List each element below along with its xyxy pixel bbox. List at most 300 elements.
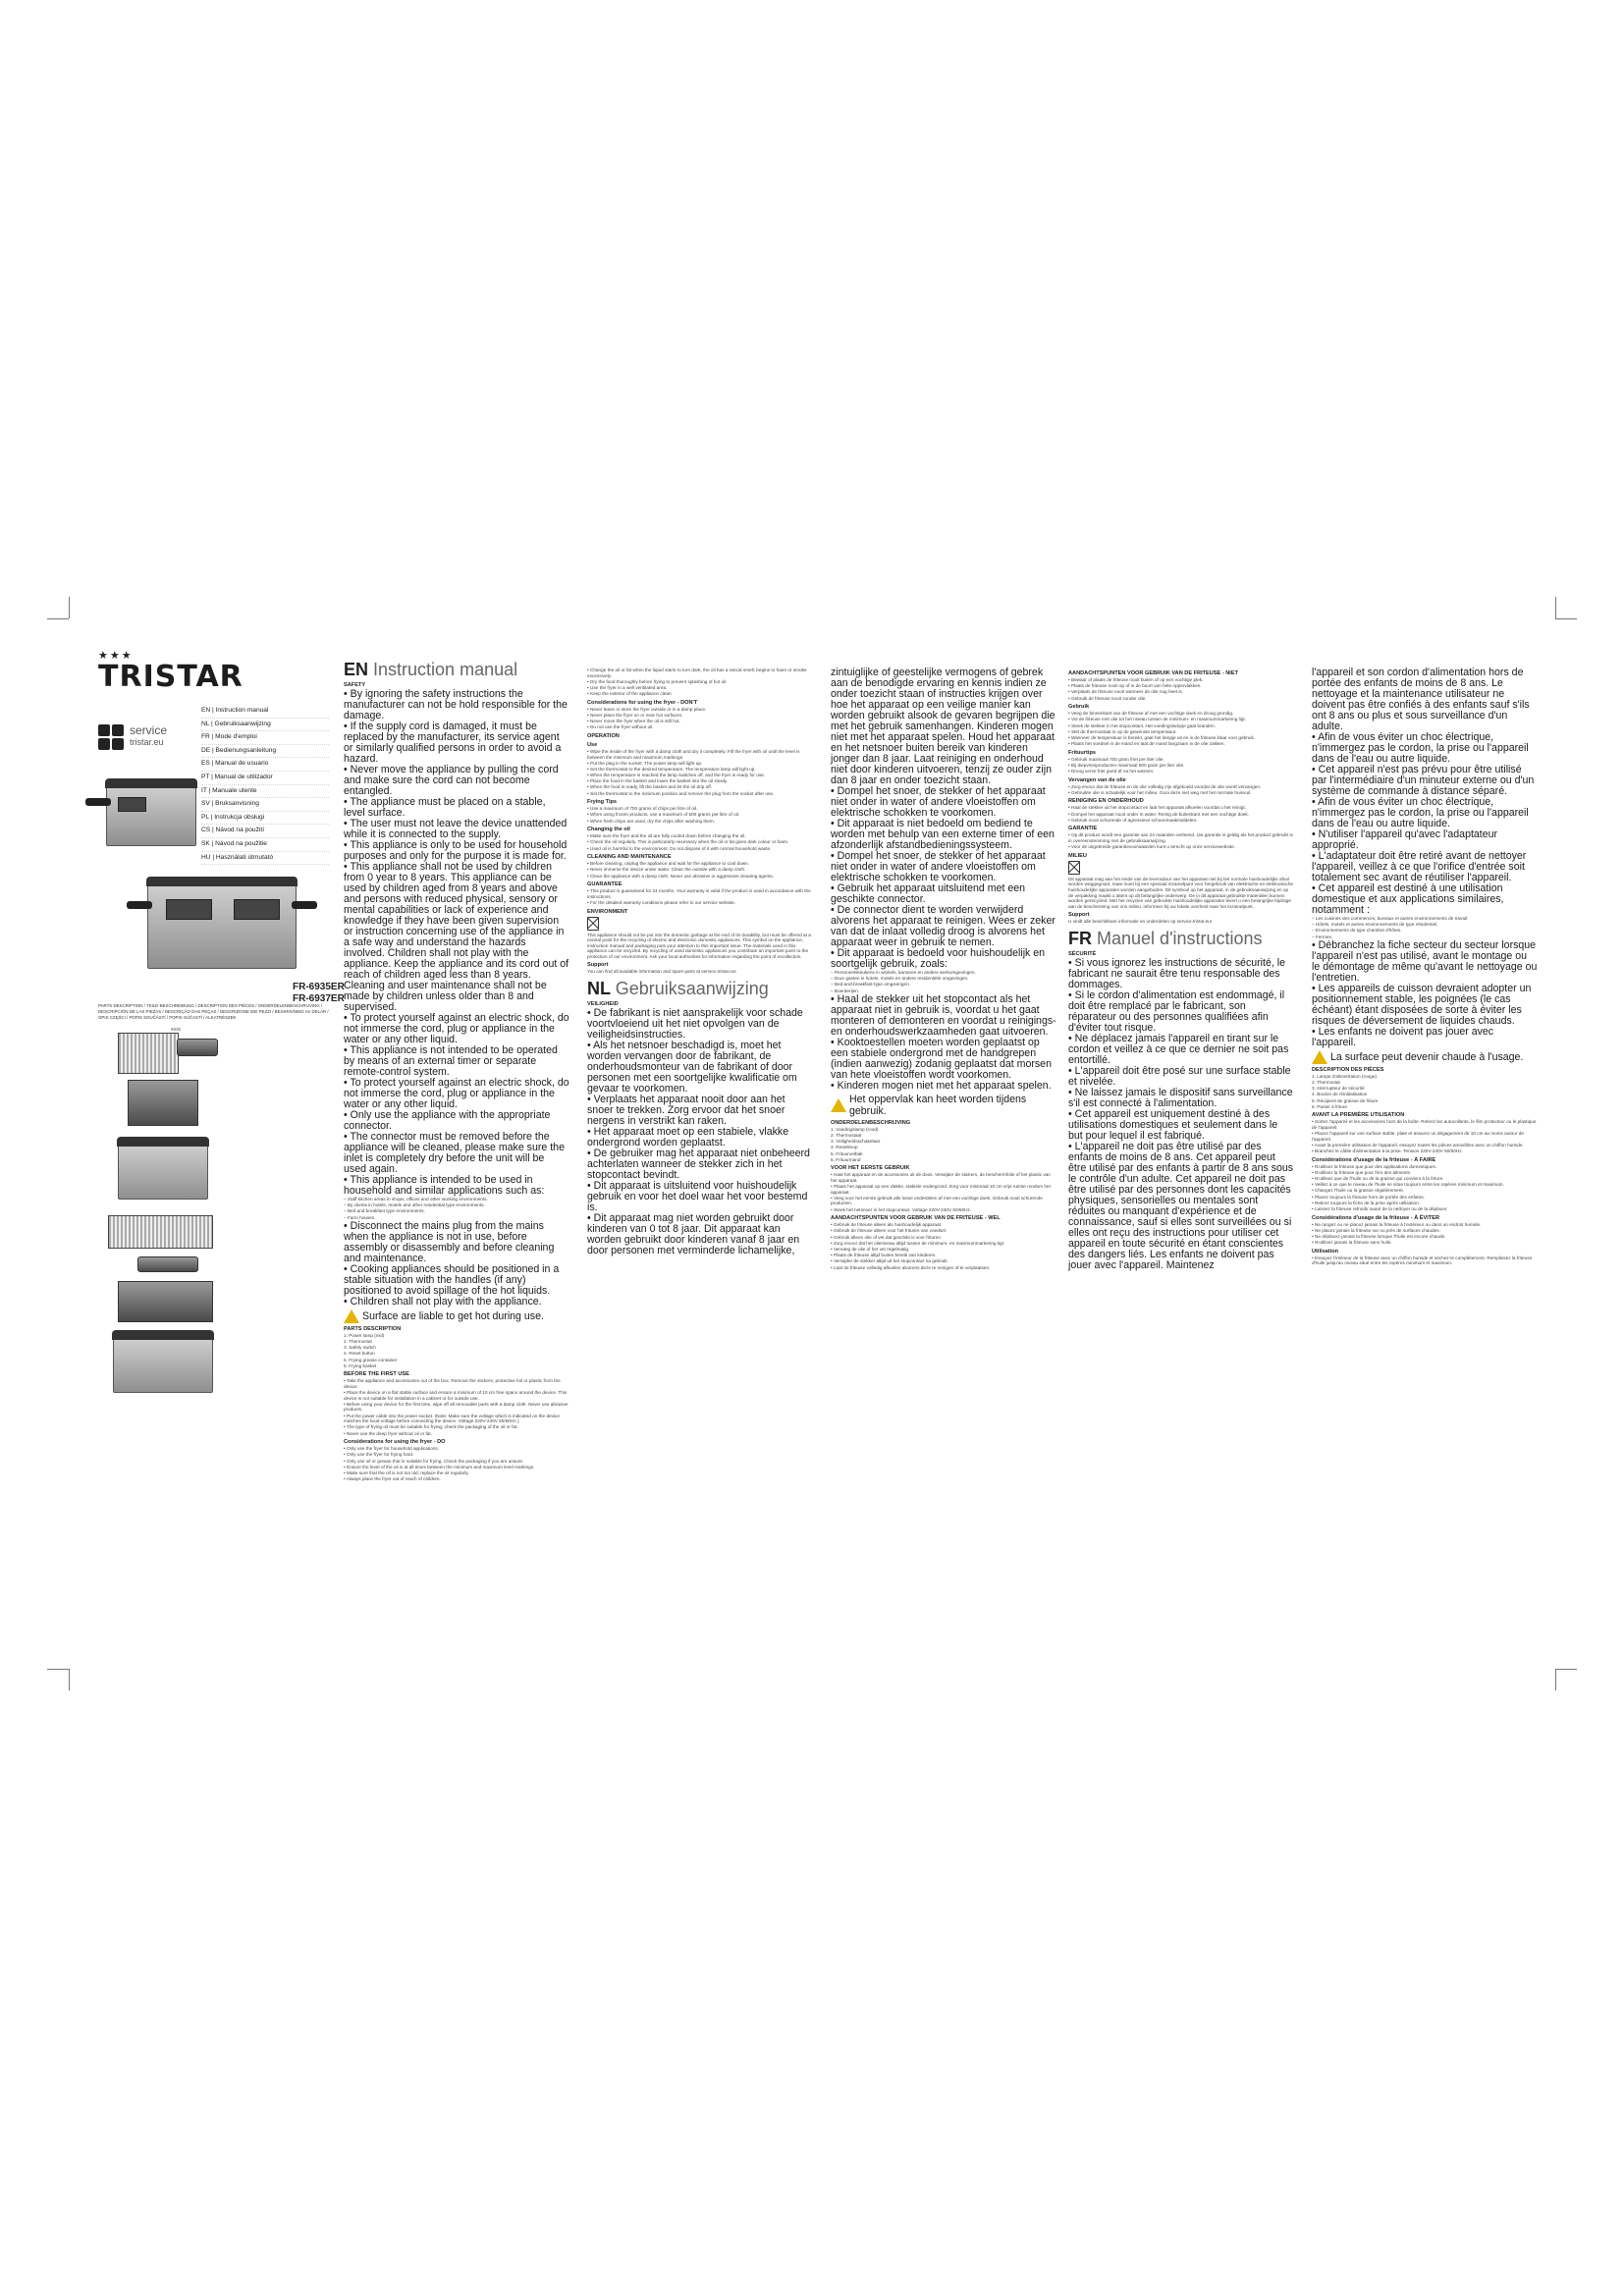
crop-mark [69,1669,70,1690]
similar-uses-list-fr [1312,916,1538,939]
control-unit-image [177,1039,218,1056]
list-item: • Make sure that the oil is not too old; replace the oil regularly. [344,1469,469,1475]
heading-dont: Considerations for using the fryer - DON'T [587,699,698,706]
list-item: • De gebruiker mag het apparaat niet onbeheerd achterlaten wanneer de stekker zich in het stopcontact bevindt. [587,1148,810,1182]
list-item: • This appliance shall not be used by children from 0 year to 8 years. This appliance can be used by children aged from 8 years and above and persons with reduced physical, sensory or mental capabilities or lack of experience and knowledge if they have been given supervision or instruction concerning use of the appliance in a safe way and understand the hazards involved. Children shall not play with the appliance. Keep the appliance and its cord out of reach of children aged less than 8 years. Cleaning and user maintenance shall not be made by children unless older than 8 and supervised. [344,861,569,1013]
heading-first-use-nl: VOOR HET EERSTE GEBRUIK [831,1165,910,1172]
list-item: • De connector dient te worden verwijderd alvorens het apparaat te reinigen. Wees er zeker van dat de inlaat volledig droog is alvorens het apparaat weer in gebruik te nemen. [831,904,1056,948]
column-en-2 [587,667,813,1256]
list-item: • Placez toujours la friteuse hors de portée des enfants. [1312,1194,1425,1200]
list-item: – Staff kitchen areas in shops, offices and other working environments. [344,1197,488,1201]
warning-triangle-icon [831,1098,846,1112]
list-item: • Haal de stekker uit het stopcontact en laat het apparaat afkoelen voordat u het reinigt. [1068,805,1246,811]
list-item: • Veeg voor het eerste gebruik alle losse onderdelen af met een vochtige doek. Gebruik nooit schurende producten. [831,1195,1043,1206]
section-title: Instruction manual [373,660,518,679]
list-item: • Changez l'huile ou la graisse régulièrement. [1312,1188,1404,1194]
use-list-nl [1068,711,1294,747]
heading-use-nl: Gebruik [1068,704,1090,711]
list-item: • Only use oil or grease that is suitable for frying. Check the packaging if you are unsure. [344,1458,524,1464]
model-number: FR-6937ER [293,993,345,1004]
list-item: l'appareil et son cordon d'alimentation hors de portée des enfants de moins de 8 ans. Le nettoyage et la maintenance utilisateur ne doivent pas être confiés à des enfants sauf s'ils ont 8 ans ou plus et sous surveillance d'un adulte. [1312,667,1530,732]
similar-uses-list [344,1197,569,1220]
heading-tips-nl: Frituurtips [1068,749,1096,756]
list-item: • For the detailed warranty conditions please refer to our service website. [587,899,736,905]
list-item: • Plaats het voedsel in de mand en laat de mand langzaam in de olie zakken. [1068,741,1225,747]
list-item: 4. Reset button [344,1351,375,1357]
list-item: – Fermes. [1312,934,1333,939]
list-item: • Stel de thermostaat in op de gewenste temperatuur. [1068,728,1177,734]
heading-environment: ENVIRONMENT [587,908,628,915]
list-item: • Dompel het snoer, de stekker of het apparaat niet onder in water of andere vloeistoffen om elektrische schokken te voorkomen. [831,785,1046,819]
list-item: • This appliance is only to be used for household purposes and only for the purpose it is made for. [344,839,568,862]
language-list [201,705,329,865]
list-item: 6. Frying basket [344,1362,377,1368]
list-item: • Branchez le câble d'alimentation à la prise. Tension 220V-240V 50/60Hz. [1312,1148,1463,1154]
list-item: • When fresh chips are used, dry the chips after washing them. [587,818,716,824]
list-item: • Ensure the level of the oil is at all times between the minimum and maximum level markings. [344,1464,535,1469]
list-item: • Change the oil or fat when the liquid starts to turn dark, the oil has a rancid smell, begins to foam or smoke excessively. [587,667,807,678]
list-item: • Place the food in the basket and lower the basket into the oil slowly. [587,778,729,784]
list-item: • Check the oil regularly. This is particularly necessary when the oil or fat gives dark colour or foam. [587,839,789,845]
hot-surface-warning-fr [1312,1050,1538,1064]
list-item: • The appliance must be placed on a stable, level surface. [344,796,546,819]
list-item: • Always place the fryer out of reach of children. [344,1476,441,1482]
list-item: – Environnements de type chambre d'hôtes. [1312,928,1402,934]
column-nl-3 [1068,667,1294,1271]
oil-list-nl [1068,784,1294,796]
heading-tips: Frying Tips [587,799,618,806]
list-item: • Disconnect the mains plug from the mains when the appliance is not in use, before assembly or disassembly and before cleaning and maintenance. [344,1219,555,1264]
list-item: • Wanneer de temperatuur is bereikt, gaat het lampje uit en is de friteuse klaar voor gebruik. [1068,734,1256,740]
column-en-1 [344,660,569,1482]
tips-list-nl [1068,757,1294,774]
support-text: You can find all available information and spare parts at service.tristar.eu! [587,969,736,975]
list-item: • Veillez à ce que le niveau de l'huile se situe toujours entre les repères minimum et maximum. [1312,1182,1504,1188]
list-item: • The connector must be removed before the appliance will be cleaned, please make sure the inlet is completely dry before the unit will be used again. [344,1131,565,1175]
warning-text: Surface are liable to get hot during use. [362,1309,544,1322]
list-item: • Zorg ervoor dat de friteuse en de olie volledig zijn afgekoeld voordat de olie wordt vervangen. [1068,783,1262,789]
language-item: DE | Bedienungsanleitung [201,745,329,759]
heading-environment-nl: MILIEU [1068,852,1087,859]
do-list-nl [831,1222,1056,1270]
list-item: • Use the fryer in a well ventilated area. [587,684,668,690]
language-item: IT | Manuale utente [201,785,329,799]
use-list [587,749,813,796]
environment-text: This appliance should not be put into the domestic garbage at the end of its durability, but must be offered at a central point for the recycling of electric and electronic domestic appliances. This symbol on the appliance, instruction manual and packaging puts your attention to this important issue. The materials used in this appliance can be recycled. By recycling of used domestic appliances you contribute an important push to the protection of our environment. Ask your local authorities for information regarding the point of recollection. [587,932,811,959]
list-item: • Gebruik de friteuse nooit zonder olie. [1068,695,1147,701]
crop-mark [47,1669,69,1670]
list-item: • De fabrikant is niet aansprakelijk voor schade voortvloeiend uit het niet opvolgen van de veiligheidsinstructies. [587,1007,803,1041]
list-item: • Take the appliance and accessories out of the box. Remove the stickers, protective foil or plastic from the device. [344,1378,561,1389]
list-item: • Dit apparaat is bedoeld voor huishoudelijk en soortgelijk gebruik, zoals: [831,947,1046,970]
language-item: SK | Návod na použitie [201,838,329,852]
list-item: • Gebruik de friteuse alleen voor het frituren van voedsel. [831,1228,947,1234]
list-item: • Before cleaning, unplug the appliance and wait for the appliance to cool down. [587,861,750,867]
heading-cleaning-nl: REINIGING EN ONDERHOUD [1068,798,1144,805]
crop-mark [1555,597,1556,618]
language-item: PT | Manual de utilizador [201,772,329,785]
list-item: • Voor de uitgebreide garantievoorwaarden kunt u terecht op onze servicewebsite. [1068,844,1235,850]
list-item: • Put the power cable into the power socket. (Note: Make sure the voltage which is indicated on the device matches the local voltage before connecting the device. Voltage 220V-240V 50/60Hz.) [344,1413,560,1424]
list-item: • Dit apparaat is uitsluitend voor huishoudelijk gebruik en voor het doel waar het voor bestemd is. [587,1180,808,1214]
model-number: FR-6935ER [293,982,345,992]
list-item: • N'utilisez la friteuse que pour frire des aliments. [1312,1169,1412,1175]
list-item: • To protect yourself against an electric shock, do not immerse the cord, plug or appliance in the water or any other liquid. [344,1012,569,1045]
guarantee-list-nl [1068,832,1294,849]
hot-surface-warning-nl [831,1094,1056,1117]
list-item: • Verwijder de stekker altijd uit het stopcontact na gebruik. [831,1258,948,1264]
list-item: 2. Thermostat [344,1338,372,1344]
list-item: • The user must not leave the device unattended while it is connected to the supply. [344,818,568,840]
heading-oil: Changing the oil [587,827,630,833]
list-item: • Make sure the fryer and the oil are fully cooled down before changing the oil. [587,833,746,839]
list-item: • Ne rangez ou ne placez jamais la friteuse à l'extérieur ou dans un endroit humide. [1312,1221,1482,1227]
first-use-list-fr [1312,1119,1538,1153]
parts-label: 6935 [171,1027,182,1032]
language-item: SV | Bruksanvisning [201,798,329,812]
list-item: • Débranchez la fiche secteur du secteur lorsque l'appareil n'est pas utilisé, avant le montage ou le démontage de même qu'avant le nettoyage ou l'entretien. [1312,938,1538,984]
heading-do: Considerations for using the fryer - DO [344,1439,446,1446]
heading-support-nl: Support [1068,912,1090,919]
lang-code: NL [587,979,611,999]
list-item: • Dompel het snoer, de stekker of het apparaat niet onder in water of andere vloeistoffen om elektrische schokken te voorkomen. [831,850,1046,883]
heading-use: Use [587,741,598,748]
parts-list-fr [1312,1074,1538,1110]
crop-mark [47,618,69,619]
list-item: • Never leave or store the fryer outside or in a damp place. [587,706,707,712]
list-item: • Vul de friteuse met olie tot het niveau tussen de minimum- en maximummarkering ligt. [1068,717,1246,722]
list-item: • Gebruik de friteuse alleen als huishoudelijk apparaat. [831,1222,943,1228]
list-item: • Gebruik nooit schurende of agressieve schoonmaakmiddelen. [1068,817,1198,823]
language-item: CS | Návod na použití [201,825,329,838]
crop-mark [69,597,70,618]
list-item: • Dry the food thoroughly before frying to prevent splashing of hot oil. [587,678,728,684]
lang-code: EN [344,660,369,679]
basket-pair-image [108,1215,213,1249]
language-item: HU | Használati útmutató [201,852,329,866]
dont-list [587,707,813,730]
list-item: • Never move the appliance by pulling the cord and make sure the cord can not become entangled. [344,764,559,797]
fryer-single-image [106,785,196,846]
list-item: 5. Récipient de graisse de friture [1312,1097,1379,1103]
parts-list [344,1333,569,1369]
parts-caption: PARTS DESCRIPTION / TEILE-BESCHREIBUNG / DESCRIPTION DES PIÈCES / ONDERDELENBESCHRIJVING / DESCRIPCIÓN DE LAS PIEZAS / DESCRIÇÃO DAS PEÇAS / DESCRIZIONE DEI PEZZI / BESKRIVNING AV DELAR / OPIS CZĘŚCI / POPIS SOUČÁSTÍ / POPIS SÚČASTÍ / ALKATRÉSZEK [98,1003,329,1020]
heading-before-first-use: BEFORE THE FIRST USE [344,1371,409,1378]
list-item: • N'utiliser l'appareil qu'avec l'adaptateur approprié. [1312,828,1498,851]
tips-list [587,806,813,824]
heading-operation: OPERATION [587,732,620,739]
list-item: • Afin de vous éviter un choc électrique, n'immergez pas le cordon, la prise ou l'appareil dans de l'eau ou autre liquide. [1312,731,1529,765]
list-item: 5. Frituurvetbak [831,1150,863,1156]
list-item: • Ne déplacez jamais la friteuse lorsque l'huile est encore chaude. [1312,1233,1446,1239]
hot-surface-warning [344,1309,569,1323]
heading-guarantee-nl: GARANTIE [1068,826,1098,832]
first-use-list-nl [831,1172,1056,1212]
list-item: • Op dit product wordt een garantie van 24 maanden verleend. Uw garantie is geldig als het product gebruikt is in overeenstemming met de gebruiksaanwijzing. [1068,832,1293,843]
safety-list-fr-cont [1312,667,1538,916]
heading-guarantee: GUARANTEE [587,881,623,888]
list-item: • Veeg de binnenkant van de friteuse af met een vochtige doek en droog grondig. [1068,711,1234,717]
list-item: 1. Power lamp (red) [344,1332,385,1338]
list-item: • Clean the appliance with a damp cloth. Never use abrasive or aggressive cleaning agents. [587,873,775,879]
list-item: • Plaats de friteuse nooit op of in de buurt van hete oppervlakken. [1068,683,1202,689]
heading-parts-nl: ONDERDELENBESCHRIJVING [831,1119,911,1126]
list-item: • Ne laissez jamais le dispositif sans surveillance s'il est connecté à l'alimentation. [1068,1086,1293,1109]
list-item: • Afin de vous éviter un choc électrique, n'immergez pas le cordon, la prise ou l'appareil dans de l'eau ou autre liquide. [1312,796,1529,829]
environment-text-nl: Dit apparaat mag aan het einde van de levensduur van het apparaat niet bij het normale huishoudelijke afval worden weggegooid, maar moet bij een speciaal inzamelpunt voor hergebruik van elektrische en elektronische huishoudelijke apparaten worden aangeboden. Dit symbool op het apparaat, in de gebruiksaanwijzing en op de verpakking maakt u attent op dit belangrijke onderwerp. De in dit apparaat gebruikte materialen kunnen worden gerecycled. Met het recyclen van gebruikte huishoudelijke apparaten levert u een belangrijke bijdrage aan de bescherming van ons milieu. Informeer bij uw lokale overheid naar het inzamelpunt. [1068,876,1294,909]
list-item: • Essuyez l'intérieur de la friteuse avec un chiffon humide et séchez-le complètement. Remplissez la friteuse d'huile jusqu'au niveau situé entre les repères minimum et maximum. [1312,1255,1533,1266]
column-nl-2 [831,667,1056,1271]
list-item: • Steek het netsnoer in het stopcontact. Voltage 220V-240V 50/60Hz. [831,1206,972,1212]
list-item: • Sortez l'appareil et les accessoires hors de la boîte. Retirez les autocollants, le film protecteur ou le plastique de l'appareil. [1312,1119,1537,1130]
list-item: • Het apparaat moet op een stabiele, vlakke ondergrond worden geplaatst. [587,1126,789,1149]
list-item: 6. Frituurmand [831,1156,861,1162]
warning-triangle-icon [344,1309,359,1323]
list-item: • The type of frying oil must be suitable for frying; check the packaging of the oil or fat. [344,1424,518,1430]
service-label: service [130,723,168,737]
language-item: ES | Manual de usuario [201,758,329,772]
list-item: • Droog verse friet goed af na het wassen. [1068,769,1155,774]
list-item: – By clients in hotels, motels and other residential type environments. [344,1202,485,1208]
list-item: • Les enfants ne doivent pas jouer avec l'appareil. [1312,1025,1494,1048]
heading-safety-fr: SÉCURITÉ [1068,950,1097,957]
list-item: 1. Voedingslamp (rood) [831,1126,879,1132]
safety-list-fr-2 [1312,940,1538,1048]
list-item: • Plaats het apparaat op een vlakke, stabiele ondergrond. Zorg voor minimaal 10 cm vrije ruimte rondom het apparaat. [831,1184,1051,1195]
control-units-image [137,1256,198,1272]
list-item: • Si le cordon d'alimentation est endommagé, il doit être remplacé par le fabricant, son réparateur ou des personnes qualifiées afin d'éviter tout risque. [1068,988,1285,1034]
list-item: 3. Veiligheidsschakelaar [831,1139,881,1145]
before-first-use-list [344,1378,569,1436]
list-item: • This product is guaranteed for 24 months. Your warranty is valid if the product is used in accordance with the instructions. [587,888,811,899]
list-item: – Hôtels, motels et autres environnements de type résidentiel. [1312,922,1438,928]
brand-logo: TRISTAR [98,660,244,694]
list-item: • Children shall not play with the appliance. [344,1295,542,1308]
list-item: • N'utilisez la friteuse que pour des applications domestiques. [1312,1163,1437,1169]
fryer-double-image [147,883,297,969]
list-item: • Never immerse the device under water. Clean the outside with a damp cloth. [587,867,746,873]
safety-list-nl-cont [831,667,1056,970]
list-item: • Verplaats de friteuse nooit wanneer de olie nog heet is. [1068,689,1184,695]
list-item: 2. Thermostat [1312,1079,1340,1085]
list-item: 4. Bouton de réinitialisation [1312,1092,1368,1097]
list-item: • Retirez toujours la fiche de la prise après utilisation. [1312,1200,1421,1205]
list-item: • Bewaar of plaats de friteuse nooit buiten of op een vochtige plek. [1068,677,1204,682]
list-item: – Boerderijen. [831,988,860,993]
list-item: • Cet appareil est destiné à une utilisation domestique et aux applications similaires, notamment : [1312,882,1504,916]
list-item: • L'adaptateur doit être retiré avant de nettoyer l'appareil, veillez à ce que l'orifice d'entrée soit totalement sec avant de réutiliser l'appareil. [1312,850,1527,883]
heading-dont-fr: Considérations d'usage de la friteuse - À ÉVITER [1312,1214,1440,1221]
list-item: • Put the plug in the socket. The power lamp will light up. [587,760,703,766]
list-item: • Haal het apparaat en de accessoires uit de doos. Verwijder de stickers, de beschermfolie of het plastic van het apparaat. [831,1172,1051,1183]
list-item: • Before using your device for the first time, wipe off all removable parts with a damp cloth. Never use abrasive products. [344,1401,568,1413]
fryer-housing-image [118,1144,208,1200]
list-item: • Gebruik alleen olie of vet dat geschikt is voor frituren. [831,1234,943,1240]
similar-uses-list-nl [831,970,1056,993]
list-item: • When the temperature is reached the lamp switches off, and the fryer is ready for use. [587,773,766,778]
dont-list-nl [1068,677,1294,701]
list-item: • Never move the fryer when the oil is still hot. [587,719,680,724]
list-item: • Gebruikte olie is schadelijk voor het milieu. Gooi deze niet weg met het normale huisvuil. [1068,789,1252,795]
heading-oil-nl: Vervangen van de olie [1068,776,1126,783]
support-text-nl: U vindt alle beschikbare informatie en onderdelen op service.tristar.eu! [1068,919,1213,925]
safety-list-nl-2 [831,994,1056,1092]
list-item: • Only use the fryer for frying food. [344,1452,414,1458]
list-item: 6. Panier à friture [1312,1103,1347,1109]
list-item: – Farm houses. [344,1214,376,1220]
list-item: • When using frozen products, use a maximum of 500 grams per litre of oil. [587,812,740,818]
section-title-en [344,660,569,679]
list-item: • Ne déplacez jamais l'appareil en tirant sur le cordon et veillez à ce que ce dernier ne soit pas entortillé. [1068,1032,1289,1066]
list-item: • Plaats de friteuse altijd buiten bereik van kinderen. [831,1253,937,1258]
list-item: • N'utilisez jamais la friteuse sans huile. [1312,1240,1392,1246]
list-item: • Use a maximum of 700 grams of chips per litre of oil. [587,806,698,812]
list-item: • Les appareils de cuisson devraient adopter un positionnement stable, les poignées (le cas échéant) étant disposées de sorte à éviter les risques de déversement de liquides chauds. [1312,982,1532,1027]
list-item: • If the supply cord is damaged, it must be replaced by the manufacturer, its service agent or similarly qualified persons in order to avoid a hazard. [344,721,562,765]
list-item: • Set the thermostat to the minimum position and remove the plug from the socket after use. [587,790,775,796]
list-item: • When the food is ready, lift the basket and let the oil drip off. [587,784,713,790]
list-item: 5. Frying grease container [344,1357,398,1362]
crop-mark [1555,618,1577,619]
safety-list [344,689,569,1197]
list-item: • Haal de stekker uit het stopcontact als het apparaat niet in gebruik is, voordat u het gaat monteren of demonteren en voordat u reinigings- en onderhoudswerkzaamheden gaat uitvoeren. [831,992,1056,1038]
list-item: • Keep the exterior of the appliance clean. [587,691,673,697]
service-grid-icon [98,724,124,750]
warning-text: Het oppervlak kan heet worden tijdens gebruik. [849,1093,1027,1117]
basket-image [118,1033,179,1074]
list-item: • Kinderen mogen niet met het apparaat spelen. [831,1079,1052,1092]
list-item: • Laat de friteuse volledig afkoelen alvorens deze te reinigen of te verplaatsen. [831,1264,991,1270]
list-item: • Dit apparaat mag niet worden gebruikt door kinderen van 0 tot 8 jaar. Dit apparaat kan worden gebruikt door kinderen vanaf 8 jaar en door personen met verminderde lichamelijke, [587,1212,800,1257]
list-item: • Used oil is harmful to the environment. Do not dispose of it with normal household waste. [587,845,772,851]
list-item: • To protect yourself against an electric shock, do not immerse the cord, plug or appliance in the water or any other liquid. [344,1077,569,1110]
language-item: EN | Instruction manual [201,705,329,719]
list-item: • L'appareil doit être posé sur une surface stable et nivelée. [1068,1064,1291,1088]
section-title-fr [1068,929,1294,948]
list-item: – Door gasten in hotels, motels en andere residentiële omgevingen. [831,976,969,982]
recycle-bin-icon [1068,861,1080,875]
list-item: • Only use the fryer for household applications. [344,1446,440,1452]
safety-list-2 [344,1221,569,1308]
heading-support: Support [587,962,609,969]
oil-container-image [128,1080,198,1126]
heading-safety-nl: VEILIGHEID [587,1001,619,1008]
list-item: • Never use the deep fryer without oil or fat. [344,1430,432,1436]
heading-do-nl: AANDACHTSPUNTEN VOOR GEBRUIK VAN DE FRITEUSE - WEL [831,1215,1001,1222]
list-item: • Als het netsnoer beschadigd is, moet het worden vervangen door de fabrikant, de onderhoudsmonteur van de fabrikant of door personen met een soortgelijke kwalificatie om gevaar te voorkomen. [587,1040,797,1095]
list-item: • Cooking appliances should be positioned in a stable situation with the handles (if any) positioned to avoid spillage of the hot liquids. [344,1262,560,1297]
warning-triangle-icon [1312,1050,1327,1064]
list-item: • Never place the fryer on or near hot surfaces. [587,712,683,718]
cleaning-list-nl [1068,805,1294,823]
heading-parts-fr: DESCRIPTION DES PIÈCES [1312,1066,1384,1073]
section-title: Manuel d'instructions [1097,928,1263,948]
list-item: • Wipe the inside of the fryer with a damp cloth and dry it completely. Fill the fryer with oil until the level is between the minimum and maximum markings. [587,748,800,760]
heading-cleaning: CLEANING AND MAINTENANCE [587,854,672,861]
language-item: FR | Mode d'emploi [201,731,329,745]
list-item: • Dompel het apparaat nooit onder in water. Reinig de buitenkant met een vochtige doek. [1068,811,1250,817]
crop-mark [1555,1669,1556,1690]
parts-list-nl [831,1127,1056,1163]
list-item: 2. Thermostaat [831,1132,862,1138]
section-title-nl [587,979,813,998]
lang-code: FR [1068,928,1092,948]
oil-list [587,833,813,851]
warning-text: La surface peut devenir chaude à l'usage. [1330,1050,1524,1063]
list-item: • Placez l'appareil sur une surface stable, plate et assurez un dégagement de 10 cm au moins autour de l'appareil. [1312,1131,1524,1142]
list-item: • Ne placez jamais la friteuse sur ou près de surfaces chaudes. [1312,1227,1440,1233]
column-fr-2 [1312,667,1538,1266]
cleaning-list [587,861,813,879]
safety-list-nl [587,1008,813,1256]
list-item: • This appliance is not intended to be operated by means of an external timer or separate remote-control system. [344,1044,558,1078]
list-item: • Do not use the fryer without oil. [587,724,654,730]
heading-parts: PARTS DESCRIPTION [344,1325,402,1332]
list-item: • L'appareil ne doit pas être utilisé par des enfants de moins de 8 ans. Cet appareil peut être utilisé par des enfants à partir de 8 ans sous le contrôle d'un adulte. Cet appareil ne doit pas être utilisé par des personnes dont les capacités physiques, sensorielles ou mentales sont réduites ou manquant d'expérience et de connaissance, sauf si elles sont surveillées ou si elles ont reçu des instructions pour utiliser cet appareil en toute sécurité en étant conscientes des dangers liés. Les enfants ne doivent pas jouer avec l'appareil. Maintenez [1068,1140,1294,1271]
heading-dont-nl: AANDACHTSPUNTEN VOOR GEBRUIK VAN DE FRITEUSE - NIET [1068,670,1238,676]
list-item: • Place the device on a flat stable surface and ensure a minimum of 10 cm free space around the device. This device is not suitable for installation in a cabinet or for outside use. [344,1390,568,1401]
list-item: • Dit apparaat is niet bedoeld om bediend te worden met behulp van een externe timer of een afzonderlijk afstandbedieningssysteem. [831,818,1055,851]
list-item: – Bed and breakfast type environments. [344,1208,425,1214]
list-item: 4. Resetknop [831,1145,858,1150]
list-item: • Kooktoestellen moeten worden geplaatst op een stabiele ondergrond met de handgrepen (indien aanwezig) zodanig geplaatst dat morsen van hete vloeistoffen wordt voorkomen. [831,1036,1052,1081]
list-item: • N'utilisez que de l'huile ou de la graisse qui convient à la friture. [1312,1176,1444,1181]
list-item: • Only use the appliance with the appropriate connector. [344,1109,551,1132]
section-title: Gebruiksaanwijzing [615,979,769,999]
recycle-bin-icon [587,917,599,931]
list-item: zintuiglijke of geestelijke vermogens of gebrek aan de benodigde ervaring en kennis indien ze onder toezicht staan of instructies krijgen over hoe het apparaat op een veilige manier kan worden gebruikt alsook de gevaren begrijpen die met het gebruik samenhangen. Kinderen mogen niet met het apparaat spelen. Houd het apparaat en het netsnoer buiten bereik van kinderen jonger dan 8 jaar. Laat reiniging en onderhoud niet door kinderen uitvoeren, tenzij ze ouder zijn dan 8 jaar en onder toezicht staan. [831,667,1056,786]
guarantee-list [587,888,813,905]
list-item: • Si vous ignorez les instructions de sécurité, le fabricant ne saurait être tenu responsable des dommages. [1068,956,1285,990]
list-item: • Gebruik maximaal 700 gram friet per liter olie. [1068,756,1164,762]
list-item: – Personeelskeukens in winkels, kantoren en andere werkomgevingen. [831,970,976,975]
do-list [344,1446,569,1482]
do-list-cont [587,667,813,697]
list-item: • Bij diepvriesproducten maximaal 500 gram per liter olie. [1068,762,1185,768]
list-item: 3. Safety switch [344,1345,376,1351]
list-item: • By ignoring the safety instructions the manufacturer can not be hold responsible for the damage. [344,688,568,721]
oil-containers-image [118,1281,213,1322]
safety-list-fr [1068,958,1294,1271]
list-item: • Verplaats het apparaat nooit door aan het snoer te trekken. Zorg ervoor dat het snoer nergens in verstrikt kan raken. [587,1094,785,1128]
list-item: • Gebruik het apparaat uitsluitend met een geschikte connector. [831,882,1026,905]
list-item: – Les cuisines des commerces, bureaux et autres environnements de travail. [1312,916,1469,921]
heading-safety: SAFETY [344,682,366,688]
list-item: • This appliance is intended to be used in household and similar applications such as: [344,1174,545,1197]
list-item: – Bed-and-breakfast-type omgevingen. [831,982,911,988]
service-url: tristar.eu [130,737,164,747]
heading-do-fr: Considérations d'usage de la friteuse - À FAIRE [1312,1156,1436,1163]
use-list-fr [1312,1255,1538,1266]
double-fryer-housing-image [113,1337,213,1393]
language-item: PL | Instrukcja obsługi [201,812,329,826]
dont-list-fr [1312,1222,1538,1246]
brand-stars: ★★★ [98,650,134,662]
list-item: • Cet appareil est uniquement destiné à des utilisations domestiques et seulement dans le but pour lequel il est fabriqué. [1068,1107,1278,1142]
list-item: 3. Interrupteur de sécurité [1312,1086,1365,1092]
list-item: • Zorg ervoor dat het olieniveau altijd tussen de minimum- en maximummarkering ligt. [831,1240,1005,1246]
list-item: • Steek de stekker in het stopcontact. Het voedingslampje gaat branden. [1068,722,1216,728]
list-item: 1. Lampe d'alimentation (rouge) [1312,1073,1378,1079]
heading-use-fr: Utilisation [1312,1248,1339,1255]
list-item: • Laissez la friteuse refroidir avant de la nettoyer ou de la déplacer. [1312,1205,1448,1211]
list-item: • Vervang de olie of het vet regelmatig. [831,1246,910,1252]
heading-first-use-fr: AVANT LA PREMIÈRE UTILISATION [1312,1112,1405,1119]
list-item: • Avant la première utilisation de l'appareil, essuyez toutes les pièces amovibles avec un chiffon humide. [1312,1142,1524,1148]
crop-mark [1555,1669,1577,1670]
do-list-fr [1312,1164,1538,1212]
service-badge [98,724,206,752]
